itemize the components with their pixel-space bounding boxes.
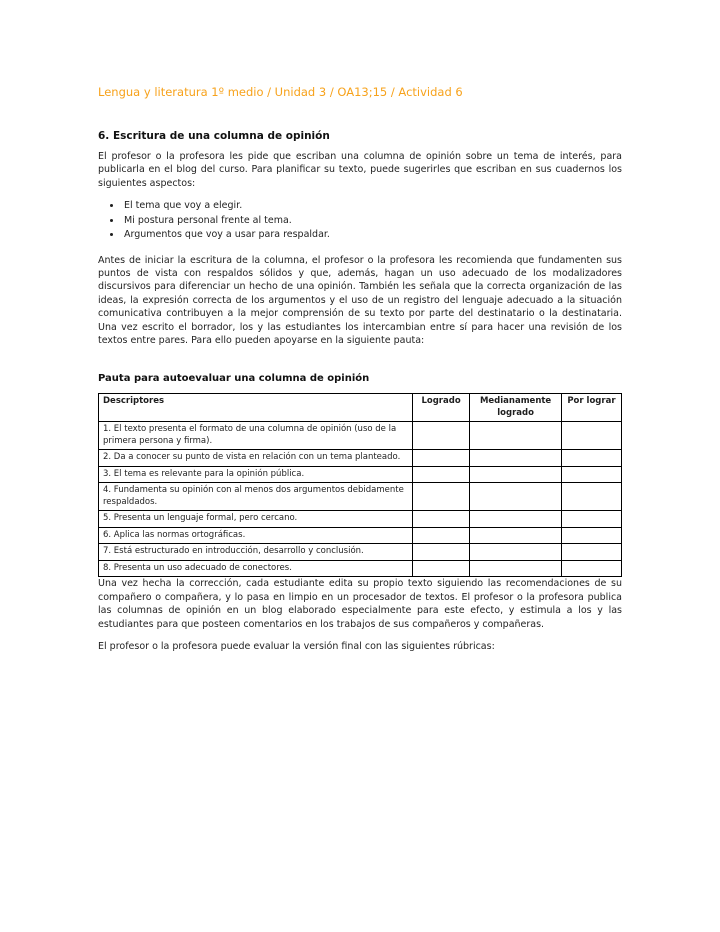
descriptor-cell: 5. Presenta un lenguaje formal, pero cercano. bbox=[99, 511, 413, 528]
medianamente-cell bbox=[470, 466, 562, 483]
medianamente-cell bbox=[470, 483, 562, 511]
table-row bbox=[99, 527, 622, 544]
por-lograr-cell bbox=[561, 422, 621, 450]
medianamente-cell bbox=[470, 511, 562, 528]
table-row bbox=[99, 483, 622, 511]
descriptor-cell: 7. Está estructurado en introducción, desarrollo y conclusión. bbox=[99, 544, 413, 561]
logrado-cell bbox=[412, 483, 470, 511]
logrado-cell bbox=[412, 544, 470, 561]
medianamente-cell bbox=[470, 422, 562, 450]
descriptor-cell: 2. Da a conocer su punto de vista en relación con un tema planteado. bbox=[99, 450, 413, 467]
descriptor-cell: 3. El tema es relevante para la opinión pública. bbox=[99, 466, 413, 483]
list-item: • Argumentos que voy a usar para respaldar. bbox=[122, 228, 622, 242]
logrado-cell bbox=[412, 422, 470, 450]
logrado-cell bbox=[412, 466, 470, 483]
breadcrumb: Lengua y literatura 1º medio / Unidad 3 / OA13;15 / Actividad 6 bbox=[98, 85, 463, 99]
medianamente-cell bbox=[470, 527, 562, 544]
medianamente-cell bbox=[470, 544, 562, 561]
por-lograr-cell bbox=[561, 560, 621, 577]
table-row bbox=[99, 466, 622, 483]
logrado-cell bbox=[412, 450, 470, 467]
aspect-list bbox=[98, 199, 622, 241]
table-header-row bbox=[99, 394, 622, 422]
medianamente-cell bbox=[470, 560, 562, 577]
descriptor-cell: 1. El texto presenta el formato de una columna de opinión (uso de la primera persona y firma). bbox=[99, 422, 413, 450]
por-lograr-cell bbox=[561, 544, 621, 561]
header-por-lograr: Por lograr bbox=[561, 394, 621, 422]
list-item: • Mi postura personal frente al tema. bbox=[122, 214, 622, 228]
descriptor-cell: 8. Presenta un uso adecuado de conectores. bbox=[99, 560, 413, 577]
table-row bbox=[99, 560, 622, 577]
self-evaluation-table bbox=[98, 393, 622, 577]
descriptor-cell: 4. Fundamenta su opinión con al menos dos argumentos debidamente respaldados. bbox=[99, 483, 413, 511]
descriptor-cell: 6. Aplica las normas ortográficas. bbox=[99, 527, 413, 544]
header-medianamente-logrado: Medianamente logrado bbox=[470, 394, 562, 422]
closing-paragraph: Una vez hecha la corrección, cada estudiante edita su propio texto siguiendo las recomendaciones de su compañero o compañera, y lo pasa en limpio en un procesador de textos. El profesor o la profesora publica las columnas de opinión en un blog elaborado especialmente para este efecto, y estimula a los y las estudiantes para que posteen comentarios en los trabajos de sus compañeros y compañeras. bbox=[98, 578, 622, 630]
logrado-cell bbox=[412, 511, 470, 528]
rubric-table-title: Pauta para autoevaluar una columna de opinión bbox=[98, 373, 370, 385]
table-row bbox=[99, 422, 622, 450]
por-lograr-cell bbox=[561, 483, 621, 511]
intro-paragraph: El profesor o la profesora les pide que escriban una columna de opinión sobre un tema de interés, para publicarla en el blog del curso. Para planificar su texto, puede sugerirles que escriban en sus cuadernos los siguientes aspectos: bbox=[98, 151, 622, 189]
list-item: • El tema que voy a elegir. bbox=[122, 199, 622, 213]
por-lograr-cell bbox=[561, 466, 621, 483]
por-lograr-cell bbox=[561, 511, 621, 528]
medianamente-cell bbox=[470, 450, 562, 467]
table-row bbox=[99, 450, 622, 467]
instructions-paragraph: Antes de iniciar la escritura de la columna, el profesor o la profesora les recomienda que fundamenten sus puntos de vista con respaldos sólidos y que, además, hagan un uso adecuado de los modalizadores discursivos para diferenciar un hecho de una opinión. También les señala que la correcta organización de las ideas, la expresión correcta de los argumentos y el uso de un registro del lenguaje adecuado a la situación comunicativa contribuyen a la mejor comprensión de su texto por parte del destinatario o la destinataria. Una vez escrito el borrador, los y las estudiantes los intercambian entre sí para hacer una revisión de los textos entre pares. Para ello pueden apoyarse en la siguiente pauta: bbox=[98, 254, 622, 347]
header-logrado: Logrado bbox=[412, 394, 470, 422]
activity-title: 6. Escritura de una columna de opinión bbox=[98, 130, 330, 142]
por-lograr-cell bbox=[561, 527, 621, 544]
logrado-cell bbox=[412, 560, 470, 577]
table-row bbox=[99, 511, 622, 528]
por-lograr-cell bbox=[561, 450, 621, 467]
logrado-cell bbox=[412, 527, 470, 544]
header-descriptores: Descriptores bbox=[99, 394, 413, 422]
table-row bbox=[99, 544, 622, 561]
evaluation-note: El profesor o la profesora puede evaluar la versión final con las siguientes rúbricas: bbox=[98, 641, 495, 653]
